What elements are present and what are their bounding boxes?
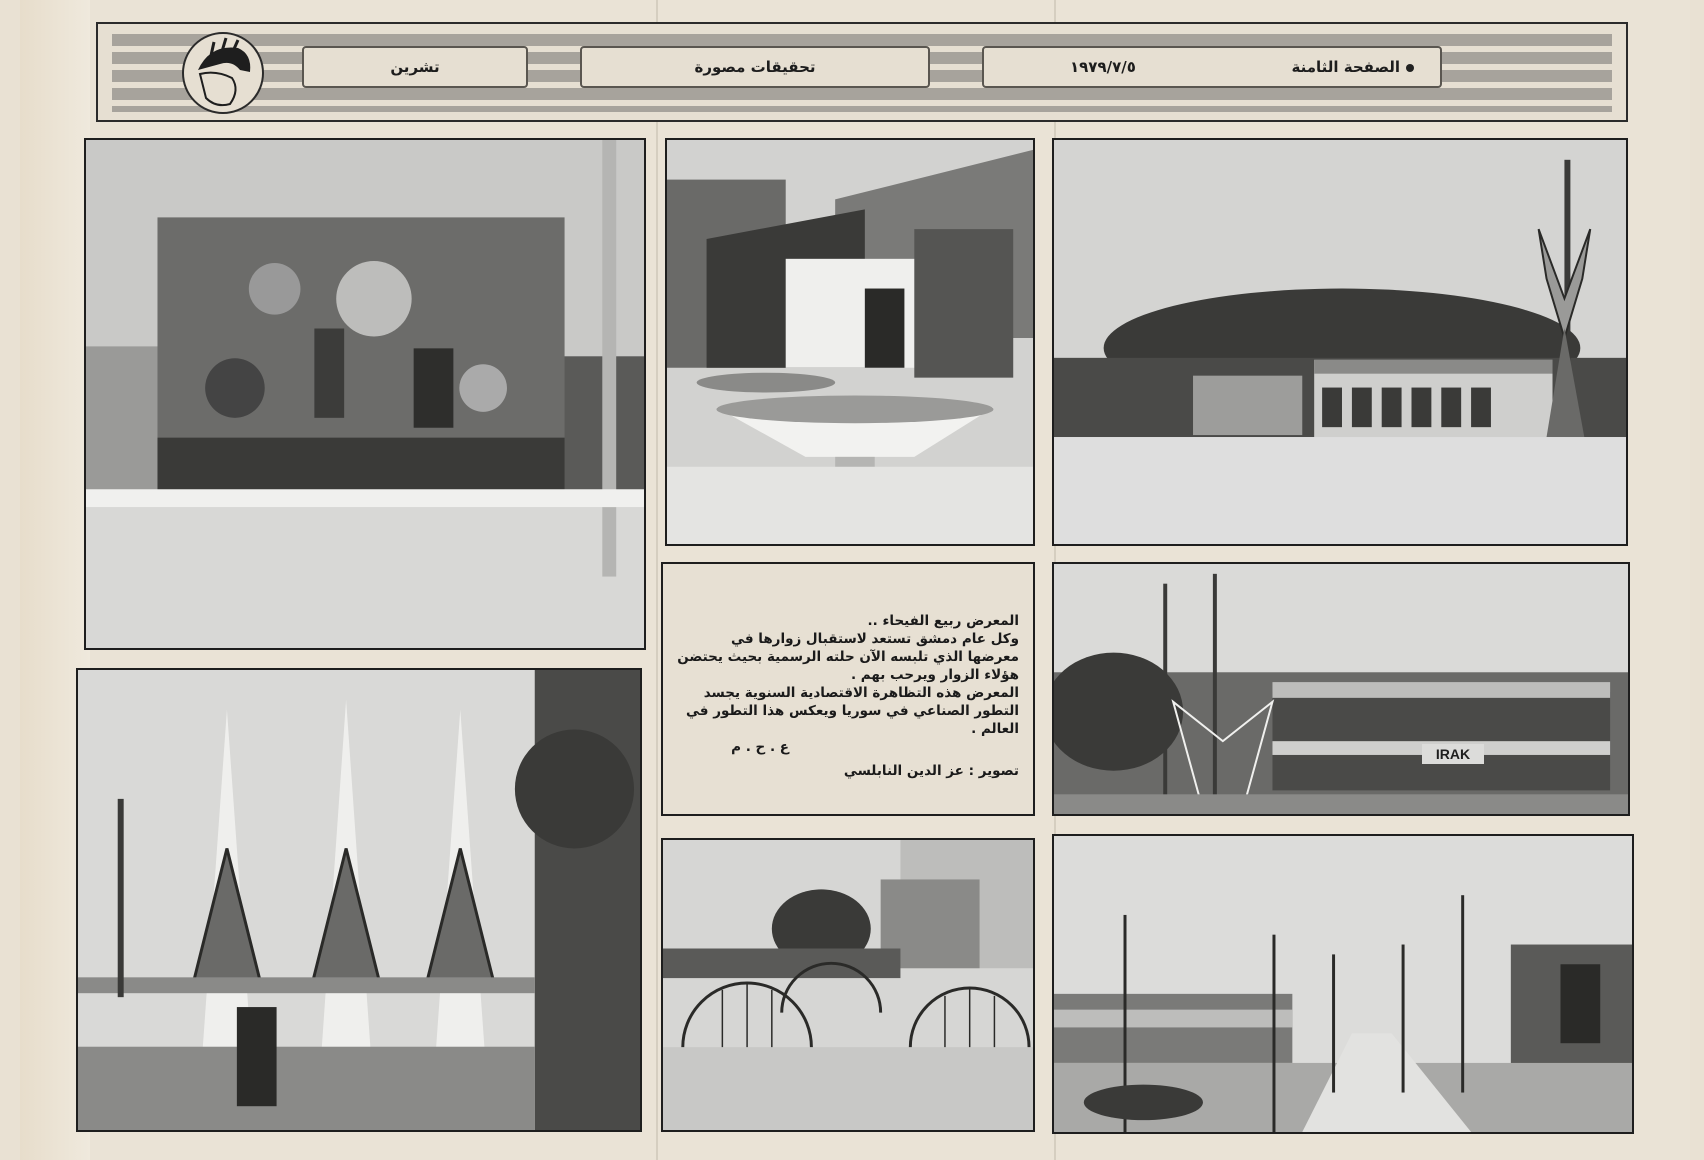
article-body-1: وكل عام دمشق تستعد لاستقبال زوارها في معرضها الذي تلبسه الآن حلته الرسمية بحيث يحتضن هؤلاء الزوار ويرحب بهم .: [677, 631, 1019, 683]
pavilion-illustration: [667, 140, 1033, 544]
photo-spire-arches: [76, 668, 642, 1132]
article-initials: ع . ح . م: [731, 739, 789, 755]
photo-dome-frames: [661, 838, 1035, 1132]
tower-illustration: [1054, 140, 1626, 544]
photo-irak-pavilion: [1052, 562, 1630, 816]
section-title-box: [580, 46, 930, 88]
masthead: [96, 22, 1628, 122]
photo-pavilion-planters: [665, 138, 1035, 546]
arches-illustration: [78, 670, 640, 1130]
domes-illustration: [663, 840, 1033, 1130]
irak-sign: IRAK: [1422, 744, 1484, 764]
newspaper-name-box: [302, 46, 528, 88]
date-page-box: [982, 46, 1442, 88]
article-text-box: [661, 562, 1035, 816]
mural-illustration: [86, 140, 644, 648]
issue-date: ١٩٧٩/٧/٥: [1070, 58, 1136, 76]
newspaper-logo-icon: [180, 30, 266, 116]
article-headline: المعرض ربيع الفيحاء ..: [867, 613, 1019, 629]
page-label-wrap: [1291, 58, 1414, 76]
section-title: تحقيقات مصورة: [694, 58, 816, 76]
page-label: الصفحة الثامنة: [1291, 58, 1400, 76]
bullet-icon: [1406, 64, 1414, 72]
photo-mural: [84, 138, 646, 650]
article-body-2: المعرض هذه التظاهرة الاقتصادية السنوية يجسد التطور الصناعي في سوريا ويعكس هذا التطور في العالم .: [686, 685, 1019, 737]
photo-credit: تصوير : عز الدين النابلسي: [843, 763, 1019, 779]
irak-pavilion-illustration: [1054, 564, 1628, 814]
photo-tower-building: [1052, 138, 1628, 546]
newspaper-name: تشرين: [390, 58, 440, 76]
boulevard-illustration: [1054, 836, 1632, 1132]
photo-boulevard: [1052, 834, 1634, 1134]
fold-crease: [656, 0, 658, 1160]
